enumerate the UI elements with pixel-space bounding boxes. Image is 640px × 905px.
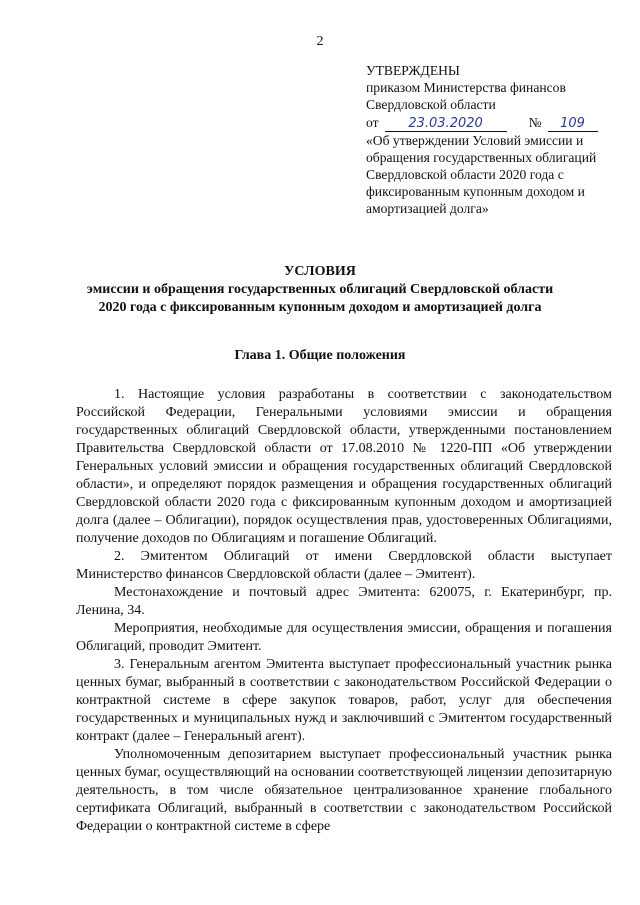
title-line-3: 2020 года с фиксированным купонным доходом и амортизацией долга — [98, 300, 542, 315]
approval-order-line: приказом Министерства финансов — [366, 80, 566, 96]
date-prefix: от — [366, 114, 379, 130]
title-line-2: эмиссии и обращения государственных облигаций Свердловской области — [86, 282, 554, 297]
handwritten-number: 109 — [548, 117, 598, 132]
paragraph: Уполномоченным депозитарием выступает профессиональный участник рынка ценных бумаг, осуществляющий на основании соответствующей лицензии депозитарную деятельность, в том числе обязательное централизованное хранение глобального сертификата Облигаций, выбранный в соответствии с законодательством Российской Федерации о контрактной системе в сфере — [76, 747, 612, 834]
document-body — [76, 386, 612, 836]
title-line-1: УСЛОВИЯ — [284, 264, 356, 279]
approval-quote: «Об утверждении Условий эмиссии и обращения государственных облигаций Свердловской области 2020 года с фиксированным купонным доходом и амортизацией долга» — [366, 132, 597, 217]
approval-block — [366, 62, 602, 218]
page-number: 2 — [316, 34, 324, 49]
approval-region-line: Свердловской области — [366, 97, 496, 113]
number-prefix: № — [528, 114, 542, 130]
document-title — [40, 263, 600, 317]
handwritten-date: 23.03.2020 — [385, 117, 507, 132]
paragraph: Местонахождение и почтовый адрес Эмитента: 620075, г. Екатеринбург, пр. Ленина, 34. — [76, 585, 612, 618]
chapter-heading: Глава 1. Общие положения — [234, 348, 406, 363]
paragraph: 3. Генеральным агентом Эмитента выступает профессиональный участник рынка ценных бумаг, выбранный в соответствии с законодательством Российской Федерации о контрактной системе в сфере закупок товаров, работ, услуг для обеспечения государственных и муниципальных нужд и заключивший с Эмитентом государственный контракт (далее – Генеральный агент). — [76, 657, 612, 744]
approval-date-number-row — [366, 114, 602, 132]
approval-heading: УТВЕРЖДЕНЫ — [366, 63, 460, 78]
paragraph: 2. Эмитентом Облигаций от имени Свердловской области выступает Министерство финансов Свердловской области (далее – Эмитент). — [76, 549, 612, 582]
paragraph: 1. Настоящие условия разработаны в соответствии с законодательством Российской Федерации, Генеральными условиями эмиссии и обращения государственных облигаций Свердловской области, утвержденными постановлением Правительства Свердловской области от 17.08.2010 № 1220-ПП «Об утверждении Генеральных условий эмиссии и обращения государственных облигаций Свердловской области», и определяют порядок размещения и обращения государственных облигаций Свердловской области 2020 года с фиксированным купонным доходом и амортизацией долга (далее – Облигации), порядок осуществления прав, удостоверенных Облигациями, получение доходов по Облигациям и погашение Облигаций. — [76, 387, 612, 546]
paragraph: Мероприятия, необходимые для осуществления эмиссии, обращения и погашения Облигаций, проводит Эмитент. — [76, 621, 612, 654]
